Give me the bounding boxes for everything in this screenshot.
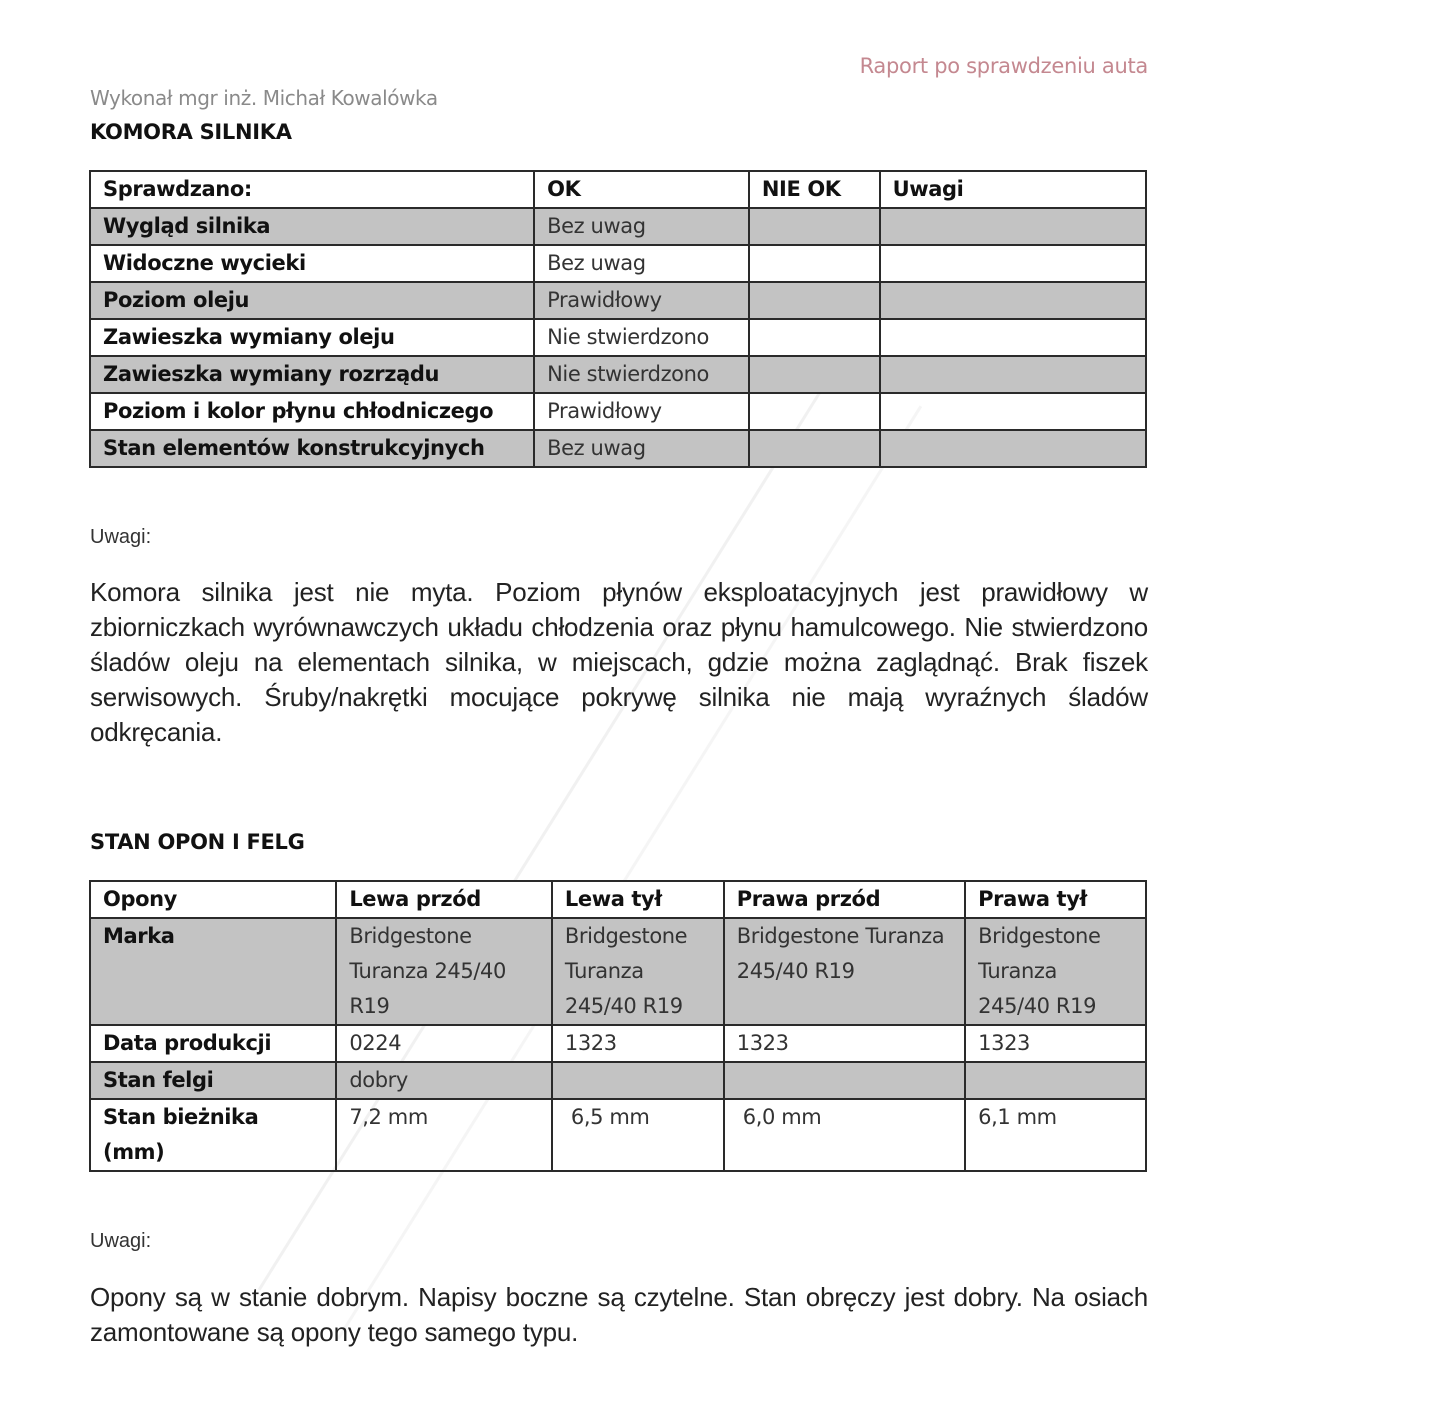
- table-row: [90, 319, 1146, 356]
- nie-ok-value: [749, 245, 880, 282]
- table-row: [90, 918, 1146, 1025]
- table-row: [90, 430, 1146, 467]
- column-header: Lewa tył: [552, 881, 724, 918]
- uwagi-value: [880, 356, 1146, 393]
- uwagi-value: [880, 208, 1146, 245]
- check-item: Poziom oleju: [90, 282, 534, 319]
- check-item: Zawieszka wymiany rozrządu: [90, 356, 534, 393]
- check-item: Poziom i kolor płynu chłodniczego: [90, 393, 534, 430]
- rim-condition: [965, 1062, 1146, 1099]
- engine-remarks-text: Komora silnika jest nie myta. Poziom płynów eksploatacyjnych jest prawidłowy w zbiorniczkach wyrównawczych układu chłodzenia oraz płynu hamulcowego. Nie stwierdzono śladów oleju na elementach silnika, w miejscach, gdzie można zaglądnąć. Brak fiszek serwisowych. Śruby/nakrętki mocujące pokrywę silnika nie mają wyraźnych śladów odkręcania.: [90, 577, 1148, 747]
- column-header: Lewa przód: [336, 881, 552, 918]
- table-row: [90, 1099, 1146, 1171]
- ok-value: Nie stwierdzono: [534, 356, 749, 393]
- uwagi-value: [880, 430, 1146, 467]
- nie-ok-value: [749, 430, 880, 467]
- uwagi-value: [880, 319, 1146, 356]
- table-row: [90, 1062, 1146, 1099]
- ok-value: Nie stwierdzono: [534, 319, 749, 356]
- check-item: Widoczne wycieki: [90, 245, 534, 282]
- engine-remarks-label: Uwagi:: [90, 526, 152, 548]
- check-item: Zawieszka wymiany oleju: [90, 319, 534, 356]
- tread-depth: 6,5 mm: [552, 1099, 724, 1171]
- ok-value: Bez uwag: [534, 208, 749, 245]
- tires-table: [89, 880, 1147, 1172]
- column-header: Uwagi: [880, 171, 1146, 208]
- tires-section-title: STAN OPON I FELG: [90, 830, 305, 854]
- tire-brand: Bridgestone Turanza 245/40 R19: [336, 918, 552, 1025]
- production-date: 1323: [724, 1025, 965, 1062]
- table-row: [90, 282, 1146, 319]
- production-date: 1323: [552, 1025, 724, 1062]
- tire-brand: Bridgestone Turanza 245/40 R19: [724, 918, 965, 1025]
- tire-brand: Bridgestone Turanza 245/40 R19: [965, 918, 1146, 1025]
- table-row: [90, 208, 1146, 245]
- column-header: Prawa przód: [724, 881, 965, 918]
- column-header: Opony: [90, 881, 336, 918]
- tires-remarks-label: Uwagi:: [90, 1230, 152, 1252]
- check-item: Stan elementów konstrukcyjnych: [90, 430, 534, 467]
- uwagi-value: [880, 393, 1146, 430]
- nie-ok-value: [749, 393, 880, 430]
- tread-depth: 6,1 mm: [965, 1099, 1146, 1171]
- production-date: 1323: [965, 1025, 1146, 1062]
- column-header: OK: [534, 171, 749, 208]
- nie-ok-value: [749, 208, 880, 245]
- table-row: [90, 1025, 1146, 1062]
- rim-condition: [724, 1062, 965, 1099]
- production-date: 0224: [336, 1025, 552, 1062]
- ok-value: Bez uwag: [534, 430, 749, 467]
- table-row: [90, 245, 1146, 282]
- row-label: Stan bieżnika (mm): [90, 1099, 336, 1171]
- engine-section-title: KOMORA SILNIKA: [90, 120, 292, 144]
- uwagi-value: [880, 245, 1146, 282]
- table-row: [90, 393, 1146, 430]
- tread-depth: 6,0 mm: [724, 1099, 965, 1171]
- ok-value: Bez uwag: [534, 245, 749, 282]
- engine-check-table: [89, 170, 1147, 468]
- tread-depth: 7,2 mm: [336, 1099, 552, 1171]
- uwagi-value: [880, 282, 1146, 319]
- ok-value: Prawidłowy: [534, 393, 749, 430]
- check-item: Wygląd silnika: [90, 208, 534, 245]
- nie-ok-value: [749, 356, 880, 393]
- rim-condition: dobry: [336, 1062, 552, 1099]
- tire-brand: Bridgestone Turanza 245/40 R19: [552, 918, 724, 1025]
- nie-ok-value: [749, 319, 880, 356]
- column-header: NIE OK: [749, 171, 880, 208]
- row-label: Stan felgi: [90, 1062, 336, 1099]
- author-line: Wykonał mgr inż. Michał Kowalówka: [90, 86, 438, 110]
- nie-ok-value: [749, 282, 880, 319]
- row-label: Data produkcji: [90, 1025, 336, 1062]
- row-label: Marka: [90, 918, 336, 1025]
- tires-remarks-text: Opony są w stanie dobrym. Napisy boczne są czytelne. Stan obręczy jest dobry. Na osiach zamontowane są opony tego samego typu.: [90, 1282, 1148, 1347]
- column-header: Prawa tył: [965, 881, 1146, 918]
- rim-condition: [552, 1062, 724, 1099]
- ok-value: Prawidłowy: [534, 282, 749, 319]
- table-header-row: [90, 171, 1146, 208]
- document-header-title: Raport po sprawdzeniu auta: [859, 54, 1148, 78]
- table-row: [90, 356, 1146, 393]
- table-header-row: [90, 881, 1146, 918]
- column-header: Sprawdzano:: [90, 171, 534, 208]
